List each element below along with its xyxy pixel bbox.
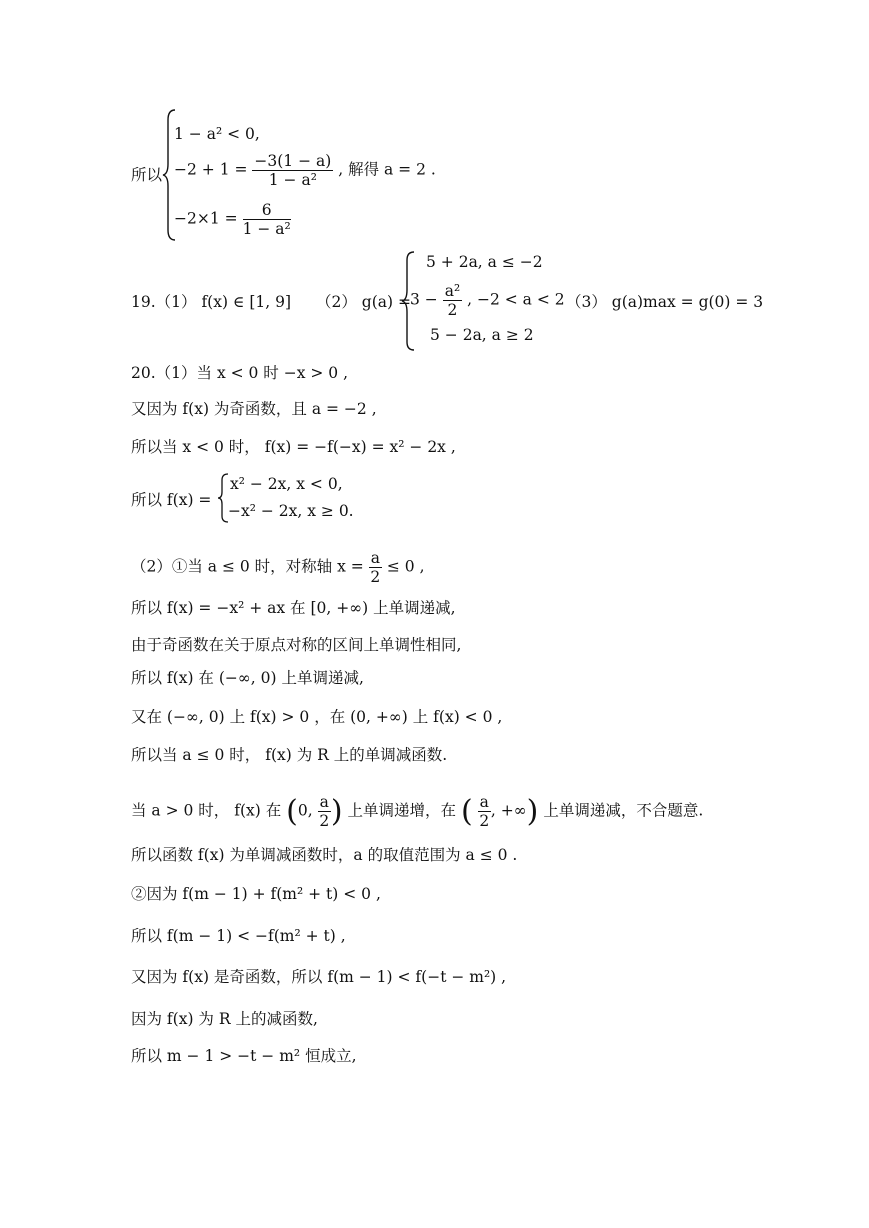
case-line-1: 1 − a² < 0, [174, 125, 260, 143]
g-case2-right: , −2 < a < 2 [467, 290, 565, 309]
denominator: 2 [319, 812, 330, 830]
close-paren: ) [526, 794, 539, 829]
case-line-3 [174, 201, 291, 238]
l11-b: 0, [297, 801, 313, 820]
open-paren: ( [286, 794, 298, 829]
l11-c: 上单调递增，在 [347, 801, 457, 820]
piecewise-case-1: x² − 2x, x < 0, [230, 475, 343, 493]
q20-line-17: 所以 m − 1 > −t − m² 恒成立, [131, 1047, 357, 1065]
q19-part1: 19.（1） f(x) ∈ [1, 9] [131, 293, 292, 311]
l11-fraction-1 [318, 793, 331, 830]
q20-line-1: 20.（1）当 x < 0 时 −x > 0 , [131, 364, 349, 382]
denominator: 2 [447, 301, 458, 319]
numerator: a [370, 549, 380, 567]
l5-left: （2）①当 a ≤ 0 时，对称轴 x = [131, 557, 364, 576]
numerator: a [319, 793, 329, 811]
l11-a: 当 a > 0 时， f(x) 在 [131, 801, 282, 820]
q19-part2-label: （2） g(a) = [316, 293, 411, 311]
l5-right: ≤ 0 , [386, 557, 425, 576]
l11-d: , +∞ [490, 801, 527, 820]
q20-line-16: 因为 f(x) 为 R 上的减函数, [131, 1010, 318, 1028]
numerator: a [479, 793, 489, 811]
open-paren: ( [460, 794, 473, 829]
case3-fraction [243, 201, 291, 238]
case2-suffix: , 解得 a = 2 . [338, 160, 436, 179]
q20-piecewise-prefix: 所以 f(x) = [131, 491, 212, 509]
q19-part3: （3） g(a)max = g(0) = 3 [566, 293, 764, 311]
case2-fraction [252, 152, 333, 189]
case-line-2 [174, 152, 436, 189]
numerator: 6 [243, 201, 291, 220]
l11-e: 上单调递减，不合题意. [543, 801, 704, 820]
denominator: 2 [479, 812, 490, 830]
q20-line-5 [131, 549, 425, 586]
q20-line-9: 又在 (−∞, 0) 上 f(x) > 0 ，在 (0, +∞) 上 f(x) < 0 , [131, 708, 503, 726]
q20-line-14: 所以 f(m − 1) < −f(m² + t) , [131, 927, 346, 945]
q20-line-8: 所以 f(x) 在 (−∞, 0) 上单调递减, [131, 669, 364, 687]
q20-line-10: 所以当 a ≤ 0 时， f(x) 为 R 上的单调减函数. [131, 746, 448, 764]
g-case-1: 5 + 2a, a ≤ −2 [426, 253, 543, 271]
piecewise-case-2: −x² − 2x, x ≥ 0. [228, 502, 354, 520]
denominator: 1 − a² [242, 220, 291, 238]
case3-left: −2×1 = [174, 209, 238, 228]
g-case-2 [410, 282, 565, 319]
q20-line-11 [131, 793, 703, 830]
system-prefix: 所以 [131, 166, 163, 184]
q20-line-15: 又因为 f(x) 是奇函数，所以 f(m − 1) < f(−t − m²) , [131, 968, 507, 986]
q20-line-2: 又因为 f(x) 为奇函数，且 a = −2 , [131, 400, 377, 418]
denominator: 1 − a² [268, 171, 317, 189]
l5-fraction [369, 549, 382, 586]
q20-line-13: ②因为 f(m − 1) + f(m² + t) < 0 , [131, 885, 381, 903]
q20-line-7: 由于奇函数在关于原点对称的区间上单调性相同, [131, 636, 462, 654]
case2-left: −2 + 1 = [174, 160, 248, 179]
q20-line-3: 所以当 x < 0 时， f(x) = −f(−x) = x² − 2x , [131, 438, 456, 456]
g-case2-fraction [443, 282, 462, 319]
q20-line-12: 所以函数 f(x) 为单调减函数时，a 的取值范围为 a ≤ 0 . [131, 846, 518, 864]
numerator: a² [444, 282, 461, 300]
g-case-3: 5 − 2a, a ≥ 2 [430, 326, 534, 344]
q20-line-6: 所以 f(x) = −x² + ax 在 [0, +∞) 上单调递减, [131, 599, 456, 617]
close-paren: ) [330, 794, 343, 829]
l11-fraction-2 [478, 793, 491, 830]
g-case2-left: 3 − [410, 290, 438, 309]
numerator: −3(1 − a) [254, 152, 332, 170]
denominator: 2 [370, 568, 381, 586]
